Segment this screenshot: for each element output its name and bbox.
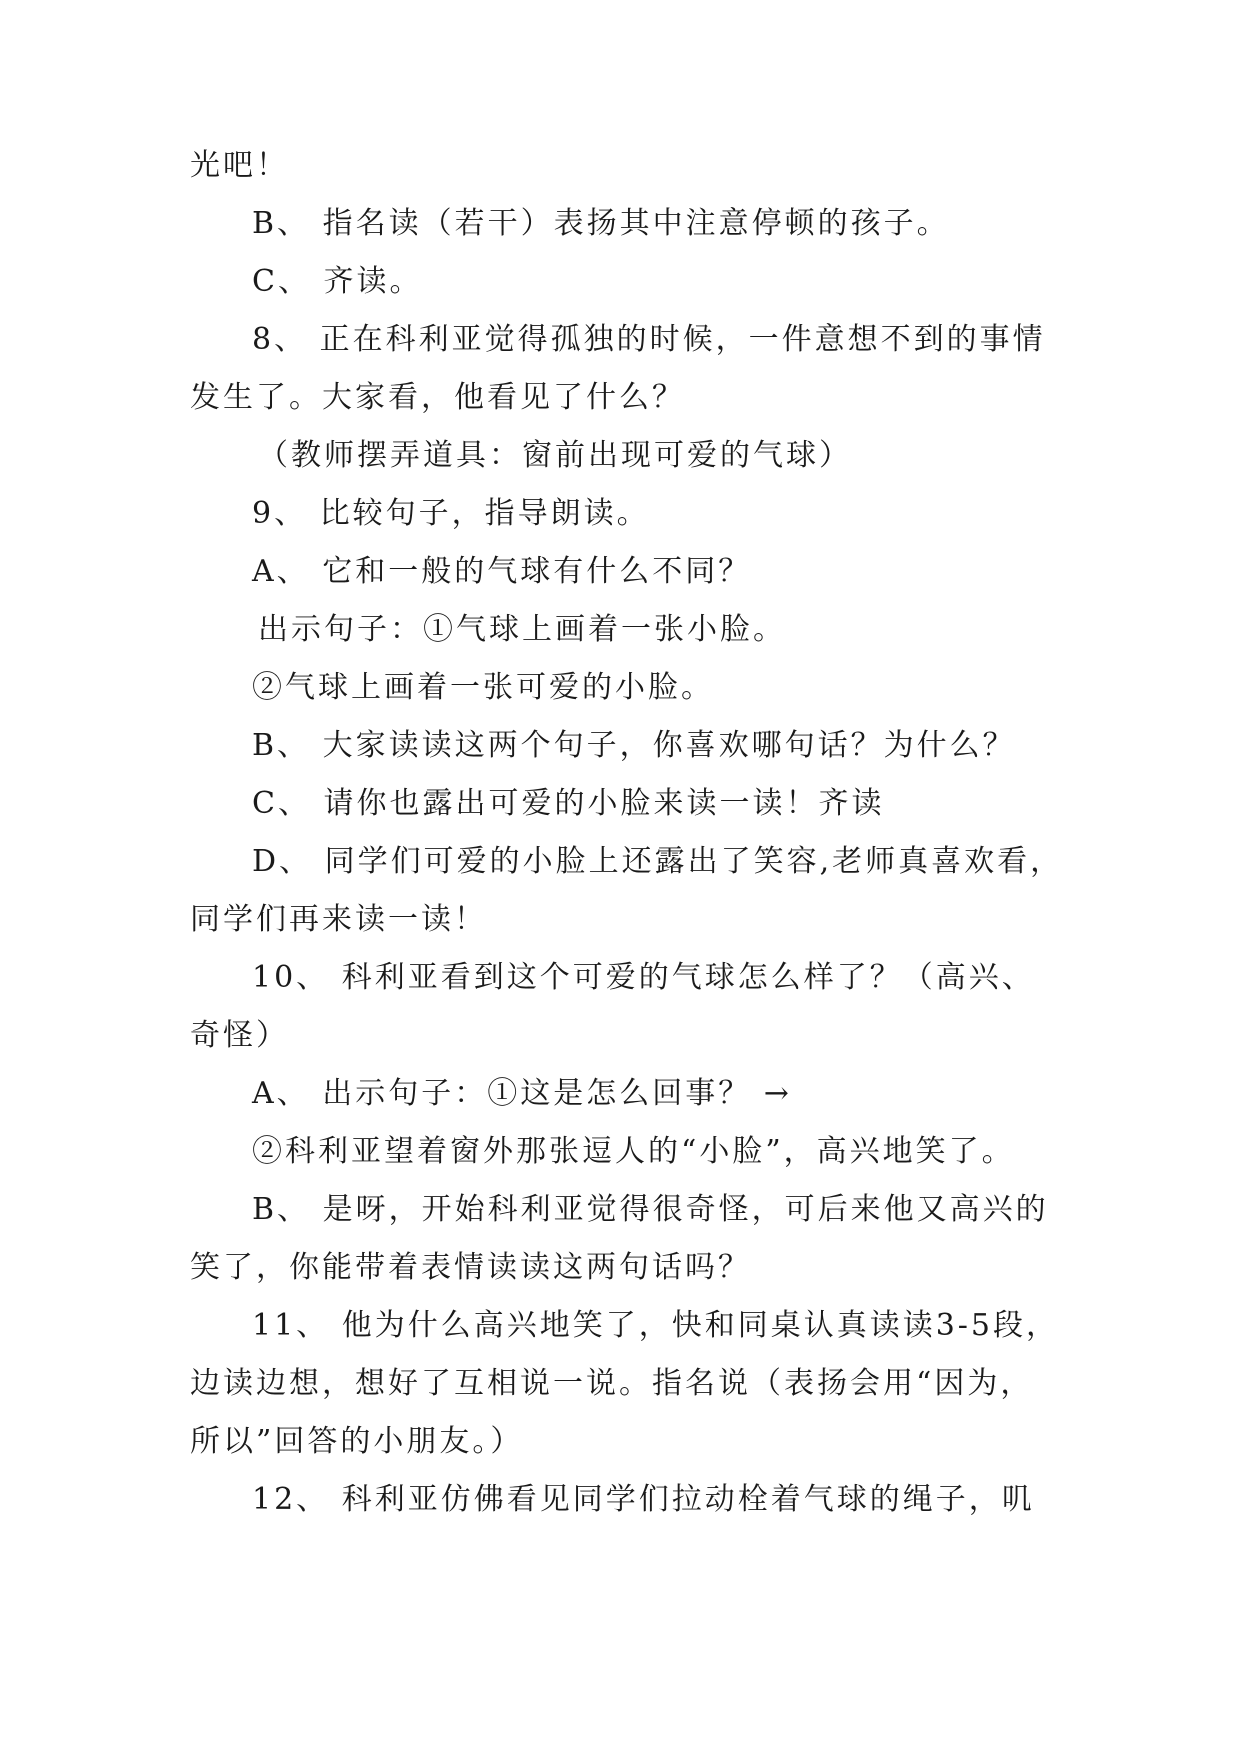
text-line: 所以”回答的小朋友。） (190, 1424, 524, 1459)
text-line: 奇怪） (190, 1018, 289, 1053)
text-line: A、 它和一般的气球有什么不同？ (252, 554, 752, 589)
text-line: B、 是呀，开始科利亚觉得很奇怪，可后来他又高兴的 (252, 1192, 1049, 1227)
text-line: ②科利亚望着窗外那张逗人的“小脸”，高兴地笑了。 (252, 1134, 1015, 1169)
text-line: 8、 正在科利亚觉得孤独的时候，一件意想不到的事情 (252, 322, 1046, 357)
text-line: 边读边想，想好了互相说一说。指名说（表扬会用“因为， (190, 1366, 1034, 1401)
text-line: 同学们再来读一读！ (190, 902, 487, 937)
text-line: 10、 科利亚看到这个可爱的气球怎么样了？（高兴、 (252, 960, 1035, 995)
text-line: 发生了。大家看，他看见了什么？ (190, 380, 685, 415)
text-line: ②气球上画着一张可爱的小脸。 (252, 670, 714, 705)
text-line: C、 齐读。 (252, 264, 423, 299)
text-line: 9、 比较句子，指导朗读。 (252, 496, 650, 531)
text-line: 11、 他为什么高兴地笑了，快和同桌认真读读3-5段， (252, 1308, 1060, 1343)
text-line: 笑了，你能带着表情读读这两句话吗？ (190, 1250, 751, 1285)
text-line: 12、 科利亚仿佛看见同学们拉动栓着气球的绳子，叽 (252, 1482, 1035, 1517)
text-line: C、 请你也露出可爱的小脸来读一读！齐读 (252, 786, 885, 821)
text-line: A、 出示句子：①这是怎么回事？ → (252, 1076, 792, 1111)
text-line: 出示句子：①气球上画着一张小脸。 (258, 612, 786, 647)
text-line: 光吧！ (190, 148, 289, 183)
text-line: B、 大家读读这两个句子，你喜欢哪句话？为什么？ (252, 728, 1016, 763)
text-line: （教师摆弄道具：窗前出现可爱的气球） (258, 438, 852, 473)
text-line: B、 指名读（若干）表扬其中注意停顿的孩子。 (252, 206, 950, 241)
text-line: D、 同学们可爱的小脸上还露出了笑容,老师真喜欢看， (252, 844, 1064, 879)
